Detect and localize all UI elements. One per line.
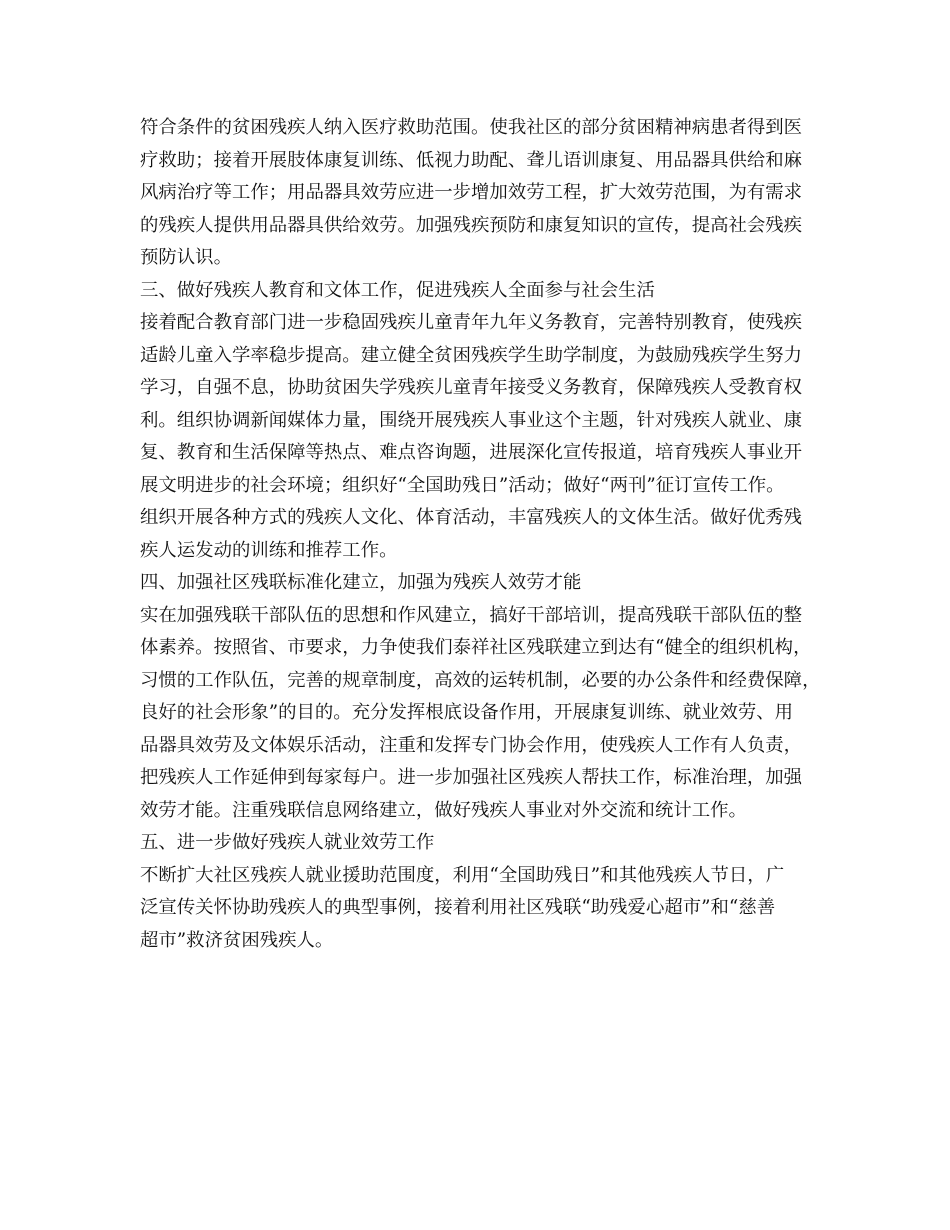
text-line: 良好的社会形象”的目的。充分发挥根底设备作用，开展康复训练、就业效劳、用 (140, 702, 794, 723)
document-body (140, 112, 820, 957)
text-line: 实在加强残联干部队伍的思想和作风建立，搞好干部培训，提高残联干部队伍的整 (140, 604, 803, 626)
text-line: 展文明进步的社会环境；组织好“全国助残日”活动；做好“两刊”征订宣传工作。 (140, 474, 785, 496)
text-line: 超市”救济贫困残疾人。 (140, 929, 334, 951)
text-line: 接着配合教育部门进一步稳固残疾儿童青年九年义务教育，完善特别教育，使残疾 (140, 312, 803, 333)
text-line: 利。组织协调新闻媒体力量，围绕开展残疾人事业这个主题，针对残疾人就业、康 (140, 409, 803, 431)
text-line: 不断扩大社区残疾人就业援助范围度，利用“全国助残日”和其他残疾人节日，广 (140, 864, 785, 886)
text-line: 体素养。按照省、市要求，力争使我们泰祥社区残联建立到达有“健全的组织机构， (140, 637, 812, 658)
text-line: 学习，自强不息，协助贫困失学残疾儿童青年接受义务教育，保障残疾人受教育权 (140, 377, 803, 398)
text-line: 风病治疗等工作；用品器具效劳应进一步增加效劳工程，扩大效劳范围，为有需求 (140, 182, 803, 203)
text-line: 适龄儿童入学率稳步提高。建立健全贫困残疾学生助学制度，为鼓励残疾学生努力 (140, 344, 803, 366)
text-line: 预防认识。 (140, 247, 232, 268)
text-line: 把残疾人工作延伸到每家每户。进一步加强社区残疾人帮扶工作，标准治理，加强 (140, 767, 803, 788)
text-line: 习惯的工作队伍，完善的规章制度，高效的运转机制，必要的办公条件和经费保障， (140, 669, 821, 691)
section-heading-3: 三、做好残疾人教育和文体工作，促进残疾人全面参与社会生活 (140, 279, 655, 301)
text-line: 效劳才能。注重残联信息网络建立，做好残疾人事业对外交流和统计工作。 (140, 799, 747, 821)
text-line: 品器具效劳及文体娱乐活动，注重和发挥专门协会作用，使残疾人工作有人负责， (140, 734, 803, 756)
paragraph-education-culture (140, 307, 820, 567)
text-line: 疾人运发动的训练和推荐工作。 (140, 539, 398, 561)
text-line: 疗救助；接着开展肢体康复训练、低视力助配、聋儿语训康复、用品器具供给和麻 (140, 149, 803, 171)
paragraph-medical-aid (140, 112, 820, 275)
text-line: 复、教育和生活保障等热点、难点咨询题，进展深化宣传报道，培育残疾人事业开 (140, 442, 803, 463)
paragraph-standardization (140, 600, 820, 828)
text-line: 组织开展各种方式的残疾人文化、体育活动，丰富残疾人的文体生活。做好优秀残 (140, 507, 803, 528)
text-line: 符合条件的贫困残疾人纳入医疗救助范围。使我社区的部分贫困精神病患者得到医 (140, 117, 803, 138)
paragraph-employment (140, 860, 820, 958)
text-line: 泛宣传关怀协助残疾人的典型事例，接着利用社区残联“助残爱心超市”和“慈善 (140, 897, 776, 918)
section-heading-4: 四、加强社区残联标准化建立，加强为残疾人效劳才能 (140, 572, 582, 593)
text-line: 的残疾人提供用品器具供给效劳。加强残疾预防和康复知识的宣传，提高社会残疾 (140, 214, 803, 236)
section-heading-5: 五、进一步做好残疾人就业效劳工作 (140, 832, 435, 853)
